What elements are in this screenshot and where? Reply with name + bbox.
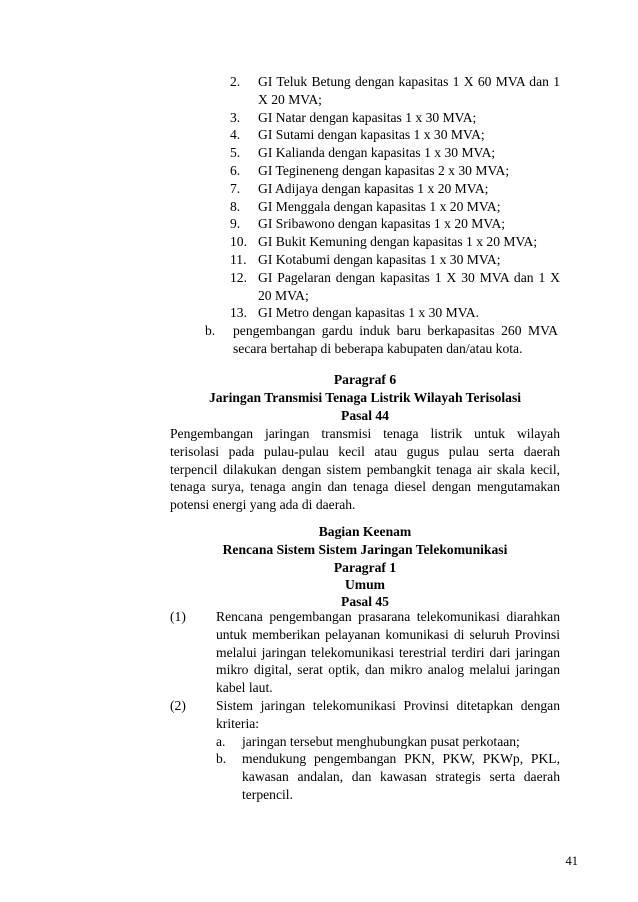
list-item bbox=[230, 304, 560, 322]
list-text: GI Natar dengan kapasitas 1 x 30 MVA; bbox=[258, 109, 477, 125]
sub-item bbox=[216, 733, 560, 751]
list-number: 13. bbox=[230, 305, 247, 321]
clause-label: (2) bbox=[170, 697, 186, 713]
clause-text: Sistem jaringan telekomunikasi Provinsi ditetapkan dengan kriteria: bbox=[216, 697, 560, 731]
list-item bbox=[230, 233, 560, 251]
list-number: 4. bbox=[230, 127, 241, 143]
list-text: GI Pagelaran dengan kapasitas 1 X 30 MVA dan 1 X 20 MVA; bbox=[258, 269, 560, 303]
sub-item-text: mendukung pengembangan PKN, PKW, PKWp, PKL, kawasan andalan, dan kawasan strategis serta daerah terpencil. bbox=[242, 751, 560, 802]
item-b bbox=[205, 322, 558, 358]
list-number: 2. bbox=[230, 74, 241, 89]
list-item bbox=[230, 162, 560, 180]
list-number: 8. bbox=[230, 198, 241, 214]
list-number: 9. bbox=[230, 216, 241, 232]
list-item bbox=[230, 251, 560, 269]
section-title: Jaringan Transmisi Tenaga Listrik Wilayah Terisolasi bbox=[208, 390, 522, 405]
clause bbox=[170, 608, 560, 697]
pasal-45-heading: Pasal 45 bbox=[341, 594, 389, 609]
item-b-label: b. bbox=[205, 323, 216, 338]
list-item bbox=[230, 215, 560, 233]
page-number: 41 bbox=[565, 854, 578, 868]
list-number: 5. bbox=[230, 145, 241, 161]
list-item bbox=[230, 180, 560, 198]
list-number: 12. bbox=[230, 269, 247, 285]
gardu-induk-list bbox=[230, 73, 560, 322]
list-text: GI Tegineneng dengan kapasitas 2 x 30 MVA; bbox=[258, 162, 510, 178]
list-text: GI Menggala dengan kapasitas 1 x 20 MVA; bbox=[258, 198, 501, 214]
list-number: 3. bbox=[230, 109, 241, 125]
clause-text: Rencana pengembangan prasarana telekomunikasi diarahkan untuk memberikan pelayanan komunikasi di seluruh Provinsi melalui jaringan telekomunikasi terestrial terdiri dari jaringan mikro digital, serat optik, dan mikro analog melalui jaringan kabel laut. bbox=[216, 609, 560, 696]
sub-item-text: jaringan tersebut menghubungkan pusat perkotaan; bbox=[242, 733, 520, 749]
list-item bbox=[230, 73, 560, 109]
sub-item-label: a. bbox=[216, 733, 226, 749]
list-text: GI Adijaya dengan kapasitas 1 x 20 MVA; bbox=[258, 180, 489, 196]
list-item bbox=[230, 126, 560, 144]
item-b-text: pengembangan gardu induk baru berkapasitas 260 MVA secara bertahap di beberapa kabupaten dan/atau kota. bbox=[233, 323, 558, 356]
list-number: 7. bbox=[230, 180, 241, 196]
bagian-title: Rencana Sistem Sistem Jaringan Telekomunikasi bbox=[222, 542, 508, 557]
list-text: GI Kalianda dengan kapasitas 1 x 30 MVA; bbox=[258, 145, 496, 161]
list-text: GI Kotabumi dengan kapasitas 1 x 30 MVA; bbox=[258, 251, 501, 267]
pasal-44-heading: Pasal 44 bbox=[341, 408, 389, 423]
list-item bbox=[230, 269, 560, 305]
list-number: 11. bbox=[230, 251, 247, 267]
bagian-heading: Bagian Keenam bbox=[318, 524, 412, 539]
list-number: 6. bbox=[230, 162, 241, 178]
list-text: GI Bukit Kemuning dengan kapasitas 1 x 20 MVA; bbox=[258, 234, 538, 250]
list-text: GI Sribawono dengan kapasitas 1 x 20 MVA; bbox=[258, 216, 506, 232]
paragraf-1-heading: Paragraf 1 bbox=[333, 560, 397, 575]
list-text: GI Teluk Betung dengan kapasitas 1 X 60 MVA dan 1 X 20 MVA; bbox=[258, 74, 560, 107]
pasal-44-body: Pengembangan jaringan transmisi tenaga listrik untuk wilayah terisolasi pada pulau-pulau kecil atau gugus pulau serta daerah terpencil dilakukan dengan sistem pembangkit tenaga air skala kecil, tenaga surya, tenaga angin dan tenaga diesel dengan mengutamakan potensi energi yang ada di daerah. bbox=[170, 426, 560, 513]
list-number: 10. bbox=[230, 234, 247, 250]
list-text: GI Sutami dengan kapasitas 1 x 30 MVA; bbox=[258, 127, 485, 143]
list-text: GI Metro dengan kapasitas 1 x 30 MVA. bbox=[258, 305, 479, 321]
list-item bbox=[230, 198, 560, 216]
clause-label: (1) bbox=[170, 609, 186, 624]
paragraf-6-heading: Paragraf 6 bbox=[333, 372, 397, 387]
pasal-45-clauses bbox=[170, 608, 560, 804]
umum-heading: Umum bbox=[344, 577, 386, 592]
sub-item-label: b. bbox=[216, 751, 227, 767]
list-item bbox=[230, 109, 560, 127]
sub-item bbox=[216, 750, 560, 803]
list-item bbox=[230, 144, 560, 162]
clause bbox=[170, 697, 560, 733]
